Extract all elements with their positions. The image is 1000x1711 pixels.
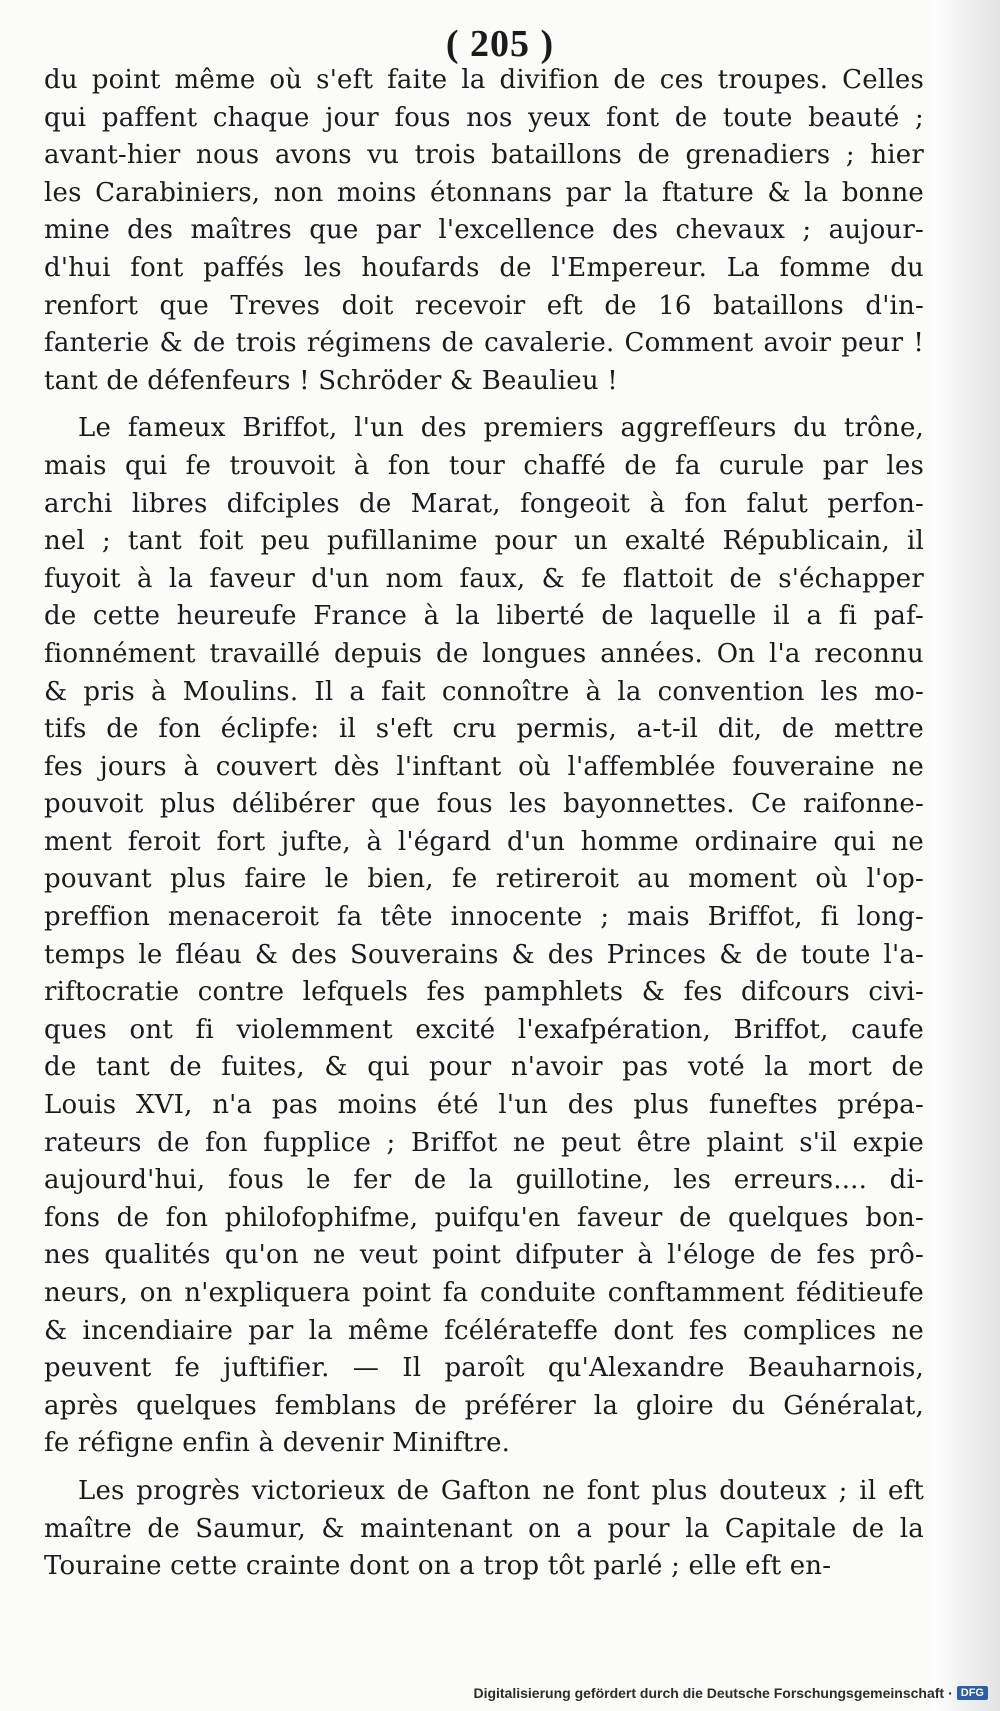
funding-footer: [473, 1685, 988, 1701]
text-line: mine des maîtres que par l'excellence des chevaux ; aujour-: [44, 215, 924, 246]
text-line: temps le fléau & des Souverains & des Princes & de toute l'a-: [44, 939, 924, 970]
text-line: rateurs de fon fupplice ; Briffot ne peut être plaint s'il expie: [44, 1127, 924, 1158]
text-line: d'hui font paffés les houfards de l'Empereur. La fomme du: [44, 252, 924, 283]
page-number: ( 205 ): [445, 23, 555, 65]
text-line: Le fameux Briffot, l'un des premiers aggrefſeurs du trône,: [78, 413, 924, 444]
body-text: [44, 62, 924, 1586]
text-line: qui paffent chaque jour fous nos yeux font de toute beauté ;: [44, 102, 924, 133]
paragraph-gap: [44, 1463, 924, 1473]
text-line: de cette heureufe France à la liberté de laquelle il a fi paf-: [44, 601, 924, 632]
dfg-logo-icon: DFG: [957, 1686, 988, 1700]
page-edge-shadow: [932, 0, 1000, 1711]
text-line: pouvant plus faire le bien, fe retireroit au moment où l'op-: [44, 864, 924, 895]
text-line: avant-hier nous avons vu trois bataillons de grenadiers ; hier: [44, 140, 924, 171]
text-line: de tant de fuites, & qui pour n'avoir pas voté la mort de: [44, 1052, 924, 1083]
text-line: preffion menaceroit fa tête innocente ; mais Briffot, fi long-: [44, 902, 924, 933]
text-line: pouvoit plus délibérer que fous les bayonnettes. Ce raifonne-: [44, 789, 924, 820]
text-line: Les progrès victorieux de Gafton ne font plus douteux ; il eft: [78, 1475, 924, 1506]
text-line: fionnément travaillé depuis de longues années. On l'a reconnu: [44, 638, 924, 669]
text-line: neurs, on n'expliquera point fa conduite conftamment féditieufe: [44, 1278, 924, 1308]
text-line: & incendiaire par la même fcélérateffe dont fes complices ne: [44, 1315, 924, 1346]
paragraph-container: [44, 62, 924, 1586]
text-line: fuyoit à la faveur d'un nom faux, & fe flattoit de s'échapper: [44, 563, 924, 594]
paragraph-gap: [44, 400, 924, 410]
text-line: tant de défenfeurs ! Schröder & Beaulieu !: [44, 365, 618, 396]
text-line: fanterie & de trois régimens de cavalerie. Comment avoir peur !: [44, 328, 924, 359]
text-line: après quelques femblans de préférer la gloire du Généralat,: [44, 1390, 924, 1421]
text-line: renfort que Treves doit recevoir eft de 16 bataillons d'in-: [44, 290, 924, 321]
text-line: riftocratie contre lefquels fes pamphlets & fes difcours civi-: [44, 977, 924, 1008]
text-line: Touraine cette crainte dont on a trop tôt parlé ; elle eft en-: [44, 1551, 832, 1582]
text-line: peuvent fe juftifier. — Il paroît qu'Alexandre Beauharnois,: [44, 1353, 924, 1384]
text-line: fe réfigne enfin à devenir Miniftre.: [44, 1428, 511, 1459]
text-line: nes qualités qu'on ne veut point difputer à l'éloge de fes prô-: [44, 1240, 924, 1271]
text-line: mais qui fe trouvoit à fon tour chaffé de fa curule par les: [44, 450, 924, 481]
text-line: tifs de fon éclipfe: il s'eft cru permis, a-t-il dit, de mettre: [44, 714, 924, 745]
text-line: du point même où s'eft faite la divifion de ces troupes. Celles: [44, 65, 924, 95]
text-line: ques ont fi violemment excité l'exafpération, Briffot, caufe: [44, 1014, 924, 1045]
text-line: fons de fon philofophifme, puifqu'en faveur de quelques bon-: [44, 1202, 924, 1233]
text-line: aujourd'hui, fous le fer de la guillotine, les erreurs.... di-: [44, 1165, 924, 1196]
text-line: nel ; tant foit peu pufillanime pour un exalté Républicain, il: [44, 526, 924, 557]
text-line: maître de Saumur, & maintenant on a pour la Capitale de la: [44, 1513, 924, 1544]
footer-text: Digitalisierung gefördert durch die Deutsche Forschungsgemeinschaft: [473, 1685, 945, 1701]
text-line: fes jours à couvert dès l'inftant où l'affemblée fouveraine ne: [44, 751, 924, 782]
text-line: les Carabiniers, non moins étonnans par la ftature & la bonne: [44, 177, 924, 208]
text-line: ment feroit fort jufte, à l'égard d'un homme ordinaire qui ne: [44, 826, 924, 857]
text-line: & pris à Moulins. Il a fait connoître à la convention les mo-: [44, 676, 924, 707]
text-line: archi libres difciples de Marat, fongeoit à fon falut perfon-: [44, 488, 924, 519]
footer-separator: ·: [948, 1685, 953, 1701]
text-line: Louis XVI, n'a pas moins été l'un des plus funeftes prépa-: [44, 1090, 924, 1121]
